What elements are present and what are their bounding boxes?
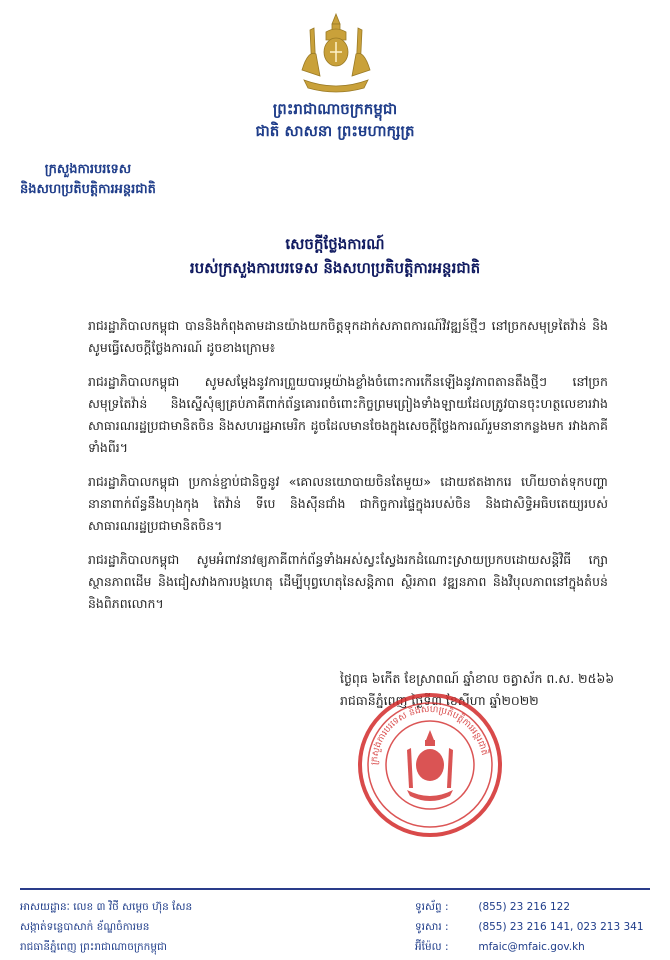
- paragraph: រាជរដ្ឋាភិបាលកម្ពុជា សូមសម្តែងនូវការព្រួយបារម្ភយ៉ាងខ្លាំងចំពោះការកើនឡើងនូវភាពតានតឹងថ្មីៗ នៅច្រកសមុទ្រតៃវ៉ាន់ និងស្នើសុំឲ្យគ្រប់ភាគីពាក់ព័ន្ធគោរពចំពោះកិច្ចព្រមព្រៀងទាំងឡាយដែលត្រូវបានចុះហត្ថលេខារវាងសាធារណរដ្ឋប្រជាមានិតចិន និងសហរដ្ឋអាមេរិក ដូចដែលមានចែងក្នុងសេចក្តីថ្លែងការណ៍រួមនានាកន្លងមក រវាងភាគីទាំងពីរ។: [88, 374, 608, 455]
- paragraph: រាជរដ្ឋាភិបាលកម្ពុជា សូមអំពាវនាវឲ្យភាគីពាក់ព័ន្ធទាំងអស់ស្វះស្វែងរកដំណោះស្រាយប្រកបដោយសន្តិវិធី ក្សោស្ថានភាពដើម និងជៀសវាងការបង្កហេតុ ដើម្បីបុព្វហេតុនៃសន្តិភាព ស្ថិរភាព វឌ្ឍនភាព និងវិបុលភាពនៅក្នុងតំបន់ និងពិភពលោក។: [88, 552, 608, 611]
- ministry-line-1: ក្រសួងការបរទេស: [44, 162, 132, 177]
- ministry-line-2: និងសហប្រតិបត្តិការអន្តរជាតិ: [20, 182, 156, 197]
- email-label: អ៊ីម៉ែល :: [415, 941, 449, 953]
- address-line-2: សង្កាត់ទន្លេបាសាក់ ខ័ណ្ឌចំការមន: [20, 921, 150, 933]
- ministry-heading: [20, 160, 156, 200]
- phone-label: ទូរស័ព្ទ :: [415, 901, 449, 913]
- footer-contacts: [415, 897, 644, 957]
- fax-row: [415, 917, 644, 937]
- seal-ring-text: ក្រសួងការបរទេស និងសហប្រតិបត្តិការអន្តរជាតិ: [369, 704, 490, 766]
- kingdom-heading: [0, 98, 670, 142]
- phone-row: [415, 897, 644, 917]
- title-line-1: សេចក្តីថ្លែងការណ៍: [285, 235, 385, 253]
- phone-value: (855) 23 216 122: [478, 901, 571, 913]
- address-line-3: រាជធានីភ្នំពេញ ព្រះរាជាណាចក្រកម្ពុជា: [20, 941, 167, 953]
- lunar-date: ថ្ងៃពុធ ៦កើត ខែស្រាពណ៍ ឆ្នាំខាល ចត្វាស័ក ព.ស. ២៥៦៦: [340, 671, 615, 686]
- kingdom-line-1: ព្រះរាជាណាចក្រកម្ពុជា: [272, 100, 398, 118]
- statement-body: [88, 315, 608, 627]
- royal-coat-of-arms-emblem: [290, 10, 382, 96]
- paragraph: រាជរដ្ឋាភិបាលកម្ពុជា ប្រកាន់ខ្ជាប់ជានិច្ចនូវ «គោលនយោបាយចិនតែមួយ» ដោយឥតងាករេ ហើយចាត់ទុកបញ្ហានានាពាក់ព័ន្ធនឹងហុងកុង តៃវ៉ាន់ ទីបេ និងស៊ីនជាំង ជាកិច្ចការផ្ទៃក្នុងរបស់ចិន និងជាសិទ្ធិអធិបតេយ្យរបស់សាធារណរដ្ឋប្រជាមានិតចិន។: [88, 474, 608, 533]
- fax-label: ទូរសារ :: [415, 921, 449, 933]
- footer-address: [20, 897, 192, 957]
- email-value[interactable]: mfaic@mfaic.gov.kh: [478, 941, 585, 953]
- ministry-seal-stamp: [355, 690, 505, 840]
- footer-divider: [20, 888, 650, 890]
- place-date: រាជធានីភ្នំពេញ ថ្ងៃទី៣ ខែសីហា ឆ្នាំ២០២២: [340, 693, 539, 708]
- address-line-1: អាសយដ្ឋានៈ លេខ ៣ វិថី សម្តេច ហ៊ុន សែន: [20, 901, 193, 913]
- statement-title: [0, 232, 670, 280]
- kingdom-motto: ជាតិ សាសនា ព្រះមហាក្សត្រ: [255, 122, 415, 140]
- email-row: [415, 937, 644, 957]
- title-line-2: របស់ក្រសួងការបរទេស និងសហប្រតិបត្តិការអន្តរជាតិ: [189, 259, 481, 277]
- fax-value: (855) 23 216 141, 023 213 341: [478, 921, 644, 933]
- paragraph: រាជរដ្ឋាភិបាលកម្ពុជា បាននិងកំពុងតាមដានយ៉ាងយកចិត្តទុកដាក់សភាពការណ៍វិវឌ្ឍន៍ថ្មីៗ នៅច្រកសមុទ្រតៃវ៉ាន់ និងសូមធ្វើសេចក្តីថ្លែងការណ៍ ដូចខាងក្រោម៖: [88, 318, 608, 355]
